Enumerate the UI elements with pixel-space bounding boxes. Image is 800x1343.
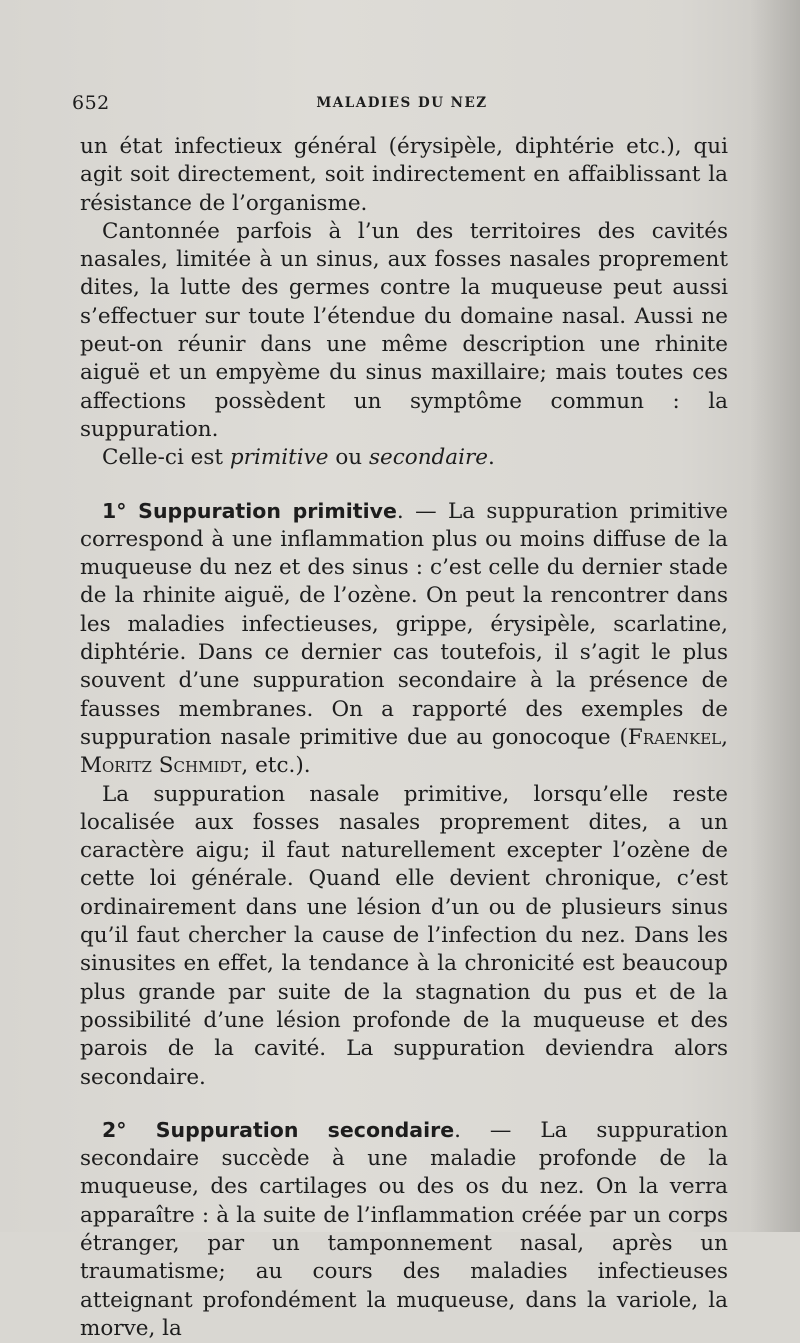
page-spine-shadow bbox=[750, 0, 800, 1232]
paragraph-nasal-territories: Cantonnée parfois à l’un des territoires des cavités nasales, limitée à un sinus, aux fosses nasales proprement dites, la lutte des germes contre la muqueuse peut aussi s’effectuer sur toute l’étendue du domaine nasal. Aussi ne peut-on réunir dans une même description une rhinite aiguë et un empyème du sinus maxillaire; mais toutes ces affections possèdent un symptôme commun : la suppuration. bbox=[80, 218, 728, 442]
text-segment: , bbox=[721, 724, 728, 750]
term-secondaire: secondaire bbox=[368, 445, 489, 471]
text-segment: Celle-ci est bbox=[102, 445, 230, 471]
text-segment: , etc.). bbox=[241, 753, 311, 779]
body-text bbox=[80, 133, 728, 1343]
page-header bbox=[72, 92, 732, 116]
text-segment: ou bbox=[328, 445, 369, 471]
author-fraenkel: Fraenkel bbox=[627, 724, 722, 750]
paragraph-classification bbox=[80, 444, 728, 472]
author-moritz-schmidt: Moritz Schmidt bbox=[80, 753, 242, 779]
page-number: 652 bbox=[72, 92, 110, 114]
section-secondary-suppuration bbox=[80, 1116, 728, 1343]
section-primary-suppuration bbox=[80, 497, 728, 781]
term-primitive: primitive bbox=[229, 445, 329, 471]
text-segment: . bbox=[488, 445, 495, 471]
section-heading-1: 1° Suppuration primitive bbox=[102, 498, 397, 523]
section-gap bbox=[80, 1092, 728, 1116]
text-segment: . — La suppuration primitive correspond à une inflammation plus ou moins diffuse de la muqueuse du nez et des sinus : c’est celle du dernier stade de la rhinite aiguë, de l’ozène. On peut la rencontrer dans les maladies infectieuses, grippe, érysipèle, scarlatine, diphtérie. Dans ce dernier cas toutefois, il s’agit le plus souvent d’une suppuration secondaire à la présence de fausses membranes. On a rapporté des exemples de suppuration nasale primitive due au gonocoque ( bbox=[80, 498, 728, 750]
paragraph-continuation: un état infectieux général (érysipèle, diphtérie etc.), qui agit soit directement, soit indirectement en affaiblissant la résistance de l’organisme. bbox=[80, 134, 728, 216]
running-title: MALADIES DU NEZ bbox=[316, 95, 488, 111]
text-segment: . — La suppuration secondaire succède à une maladie profonde de la muqueuse, des cartilages ou des os du nez. On la verra apparaître : à la suite de l’inflammation créée par un corps étranger, par un tamponnement nasal, après un traumatisme; au cours des maladies infectieuses atteignant profondément la muqueuse, dans la variole, la morve, la bbox=[80, 1117, 728, 1341]
paragraph-chronicity: La suppuration nasale primitive, lorsqu’elle reste localisée aux fosses nasales proprement dites, a un caractère aigu; il faut naturellement excepter l’ozène de cette loi générale. Quand elle devient chronique, c’est ordinairement dans une lésion d’un ou de plusieurs sinus qu’il faut chercher la cause de l’infection du nez. Dans les sinusites en effet, la tendance à la chronicité est beaucoup plus grande par suite de la stagnation du pus et de la possibilité d’une lésion profonde de la muqueuse et des parois de la cavité. La suppuration deviendra alors secondaire. bbox=[80, 781, 728, 1090]
section-heading-2: 2° Suppuration secondaire bbox=[102, 1117, 455, 1142]
section-gap bbox=[80, 473, 728, 497]
